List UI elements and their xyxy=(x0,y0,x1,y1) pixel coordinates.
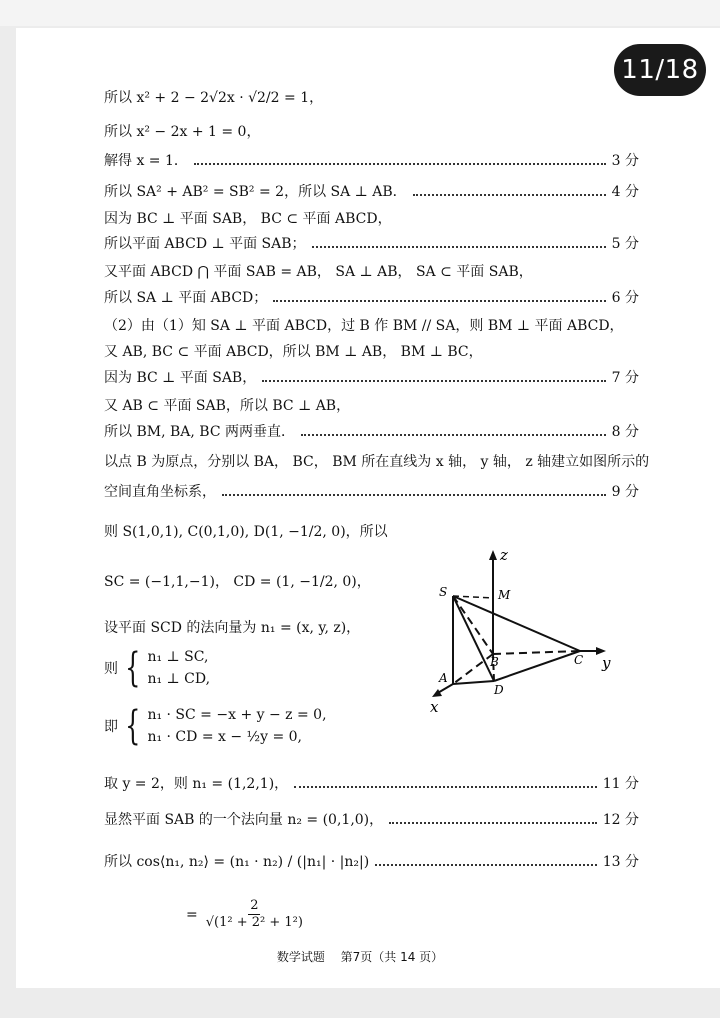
score-13: 13 分 xyxy=(602,854,639,870)
score-12: 12 分 xyxy=(602,812,639,828)
line-11-text: 因为 BC ⊥ 平面 SAB， xyxy=(104,370,257,386)
line-13 xyxy=(104,422,639,442)
fraction-denominator: √(1² + 2² + 1²) xyxy=(205,915,303,930)
line-8-text: 所以 SA ⊥ 平面 ABCD； xyxy=(104,290,268,306)
leader-dots xyxy=(375,852,597,866)
label-y: y xyxy=(602,654,611,672)
left-brace: { xyxy=(125,645,141,691)
line-13-text: 所以 BM, BA, BC 两两垂直． xyxy=(104,424,295,440)
line-23-text: 所以 cos⟨n₁, n₂⟩ = (n₁ · n₂) / (|n₁| · |n₂|) xyxy=(104,854,370,870)
page-counter-badge: 11/18 xyxy=(614,44,706,96)
line-21-text: 取 y = 2，则 n₁ = (1,2,1)， xyxy=(104,776,289,792)
edge-DC xyxy=(494,651,580,681)
leader-dots xyxy=(273,288,605,302)
line-1: 所以 x² + 2 − 2√2x · √2/2 = 1， xyxy=(104,90,324,106)
leader-dots xyxy=(222,482,606,496)
score-3: 3 分 xyxy=(611,153,639,169)
equation-system xyxy=(104,703,327,749)
fraction-numerator: 2 xyxy=(250,898,259,913)
coordinate-figure xyxy=(420,546,630,716)
left-brace: { xyxy=(125,703,141,749)
system-prefix: 则 xyxy=(104,661,118,677)
line-22 xyxy=(104,810,639,830)
score-4: 4 分 xyxy=(611,184,639,200)
line-3-text: 解得 x = 1． xyxy=(104,153,188,169)
leader-dots xyxy=(312,234,606,248)
top-bar xyxy=(0,0,720,26)
label-B: B xyxy=(490,655,499,669)
line-9: （2）由（1）知 SA ⊥ 平面 ABCD，过 B 作 BM // SA，则 BM ⊥ 平面 ABCD， xyxy=(104,318,624,334)
bottom-bar xyxy=(0,990,720,1018)
leader-dots xyxy=(262,368,605,382)
leader-dots xyxy=(301,422,606,436)
leader-dots xyxy=(194,151,606,165)
line-6-text: 所以平面 ABCD ⊥ 平面 SAB； xyxy=(104,236,306,252)
line-4-text: 所以 SA² + AB² = SB² = 2，所以 SA ⊥ AB． xyxy=(104,184,407,200)
label-x: x xyxy=(430,698,439,716)
line-15-text: 空间直角坐标系， xyxy=(104,484,216,500)
z-arrow xyxy=(489,550,497,560)
line-3 xyxy=(104,151,639,171)
fraction xyxy=(206,898,303,931)
document-page xyxy=(16,28,720,988)
label-D: D xyxy=(494,683,504,697)
system-line-1: n₁ ⊥ SC, xyxy=(147,649,209,665)
system-line-2: n₁ · CD = x − ½y = 0, xyxy=(147,729,302,745)
line-23 xyxy=(104,852,639,872)
score-9: 9 分 xyxy=(611,484,639,500)
line-15 xyxy=(104,482,639,502)
system-line-1: n₁ · SC = −x + y − z = 0, xyxy=(147,707,327,723)
score-8: 8 分 xyxy=(611,424,639,440)
score-5: 5 分 xyxy=(611,236,639,252)
perpendicular-system xyxy=(104,645,211,691)
line-21 xyxy=(104,774,639,794)
score-11: 11 分 xyxy=(602,776,639,792)
label-z: z xyxy=(500,546,508,564)
score-7: 7 分 xyxy=(611,370,639,386)
line-24 xyxy=(186,898,305,931)
line-8 xyxy=(104,288,639,308)
page-footer: 数学试题 第7页（共 14 页） xyxy=(276,950,444,964)
leader-dots xyxy=(294,774,597,788)
line-10: 又 AB, BC ⊂ 平面 ABCD，所以 BM ⊥ AB， BM ⊥ BC， xyxy=(104,344,483,360)
edge-BC xyxy=(493,651,580,654)
line-2: 所以 x² − 2x + 1 = 0， xyxy=(104,124,261,140)
line-6 xyxy=(104,234,639,254)
score-6: 6 分 xyxy=(611,290,639,306)
line-7: 又平面 ABCD ⋂ 平面 SAB = AB， SA ⊥ AB， SA ⊂ 平面 SAB， xyxy=(104,264,533,280)
line-4 xyxy=(104,182,639,202)
line-22-text: 显然平面 SAB 的一个法向量 n₂ = (0,1,0)， xyxy=(104,812,384,828)
system-prefix: 即 xyxy=(104,719,118,735)
line-5: 因为 BC ⊥ 平面 SAB， BC ⊂ 平面 ABCD， xyxy=(104,211,392,227)
label-A: A xyxy=(439,671,448,685)
line-12: 又 AB ⊂ 平面 SAB，所以 BC ⊥ AB， xyxy=(104,398,351,414)
leader-dots xyxy=(413,182,606,196)
line-16: 则 S(1,0,1), C(0,1,0), D(1, −1/2, 0)，所以 xyxy=(104,524,388,540)
system-line-2: n₁ ⊥ CD, xyxy=(147,671,211,687)
edge-AD xyxy=(453,681,494,684)
edge-SD xyxy=(453,596,494,681)
line-14: 以点 B 为原点，分别以 BA， BC， BM 所在直线为 x 轴， y 轴， z 轴建立如图所示的 xyxy=(104,454,650,470)
label-S: S xyxy=(439,585,448,599)
edge-BA xyxy=(453,654,493,684)
leader-dots xyxy=(389,810,597,824)
line-11 xyxy=(104,368,639,388)
label-C: C xyxy=(574,653,584,667)
line-17: SC = (−1,1,−1)， CD = (1, −1/2, 0)， xyxy=(104,574,371,590)
label-M: M xyxy=(498,588,511,602)
line-18: 设平面 SCD 的法向量为 n₁ = (x, y, z)， xyxy=(104,620,361,636)
equals-sign: = xyxy=(186,906,198,923)
